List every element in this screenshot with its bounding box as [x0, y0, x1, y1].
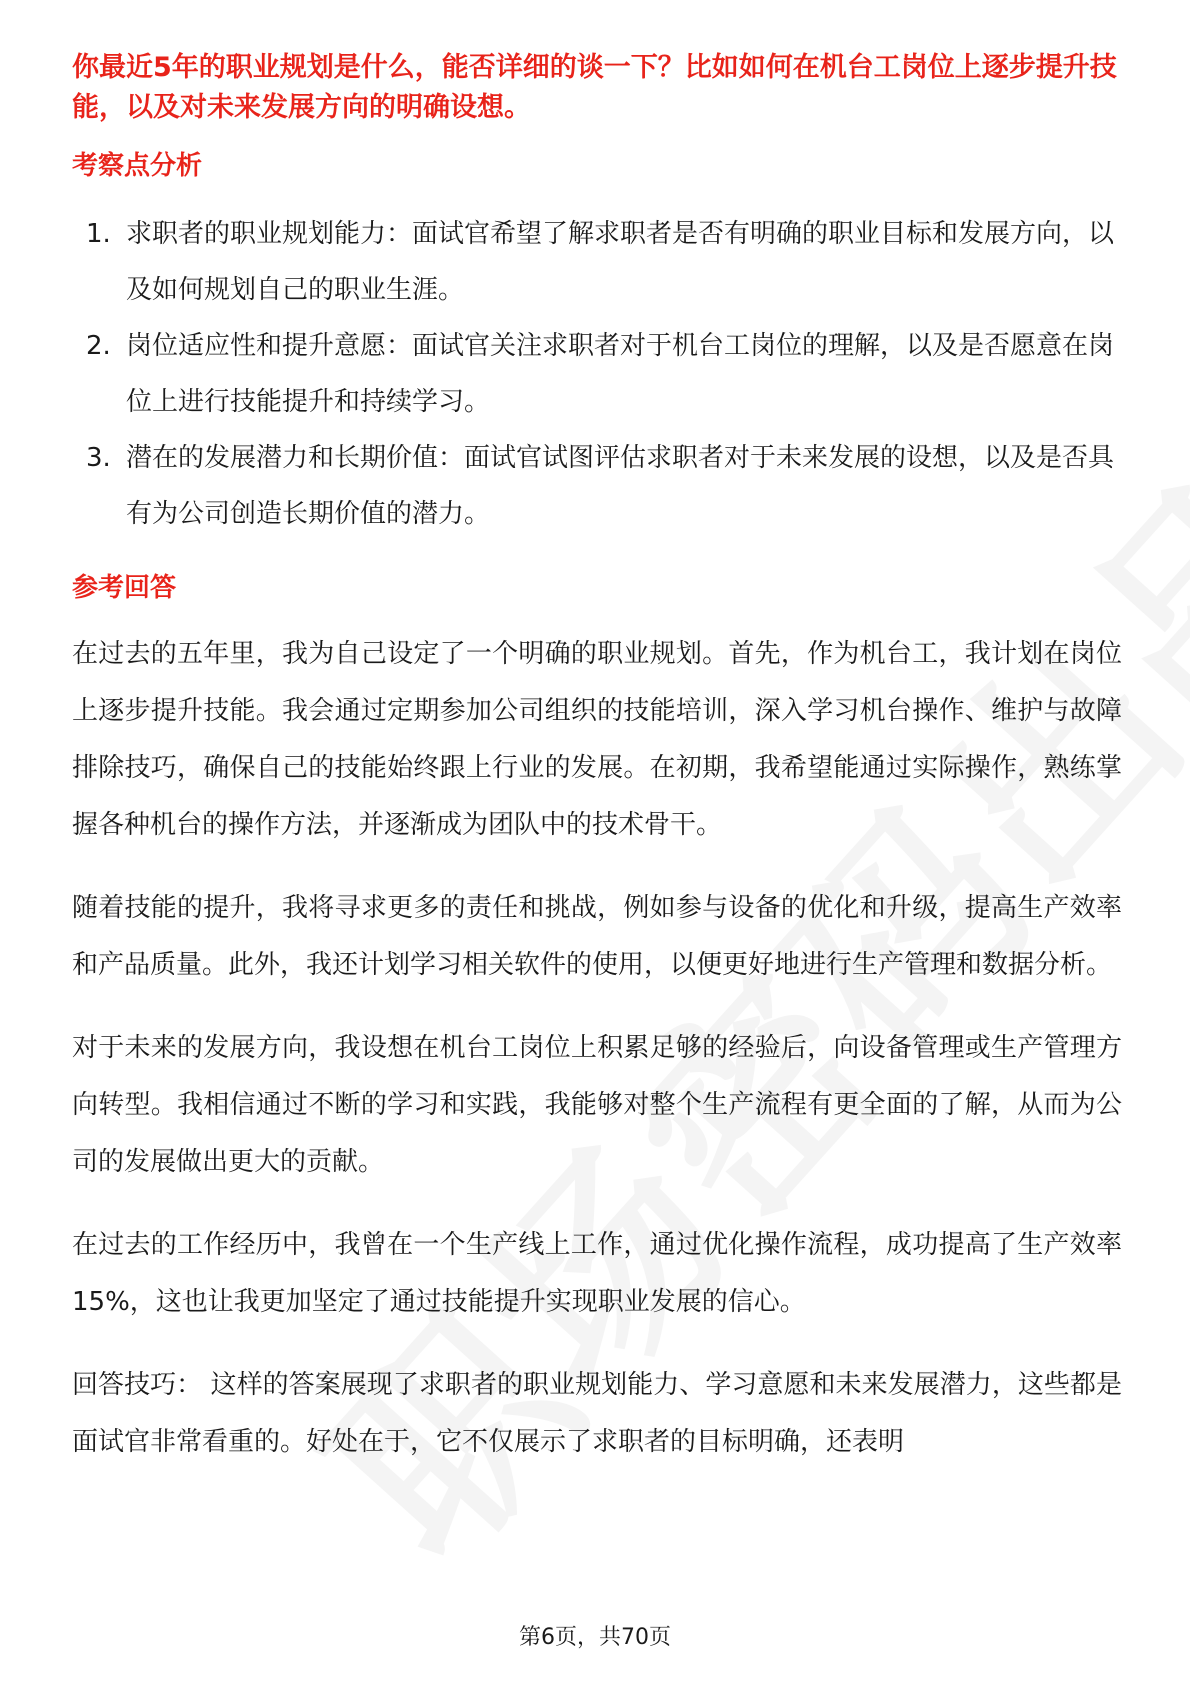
reference-paragraph: 随着技能的提升，我将寻求更多的责任和挑战，例如参与设备的优化和升级，提高生产效率和产品质量。此外，我还计划学习相关软件的使用，以便更好地进行生产管理和数据分析。	[72, 893, 1122, 980]
analysis-title: 考察点分析	[72, 151, 203, 181]
point-text: 潜在的发展潜力和长期价值：面试官试图评估求职者对于未来发展的设想，以及是否具有为公司创造长期价值的潜力。	[126, 443, 1115, 529]
analysis-list	[72, 206, 1122, 542]
point-number: 1.	[86, 219, 111, 249]
reference-paragraph: 在过去的五年里，我为自己设定了一个明确的职业规划。首先，作为机台工，我计划在岗位上逐步提升技能。我会通过定期参加公司组织的技能培训，深入学习机台操作、维护与故障排除技巧，确保自己的技能始终跟上行业的发展。在初期，我希望能通过实际操作，熟练掌握各种机台的操作方法，并逐渐成为团队中的技术骨干。	[72, 639, 1122, 840]
analysis-point	[72, 430, 1122, 542]
reference-paragraph: 对于未来的发展方向，我设想在机台工岗位上积累足够的经验后，向设备管理或生产管理方向转型。我相信通过不断的学习和实践，我能够对整个生产流程有更全面的了解，从而为公司的发展做出更大的贡献。	[72, 1033, 1122, 1177]
reference-paragraph: 在过去的工作经历中，我曾在一个生产线上工作，通过优化操作流程，成功提高了生产效率15%，这也让我更加坚定了通过技能提升实现职业发展的信心。	[72, 1230, 1122, 1317]
reference-paragraph: 回答技巧： 这样的答案展现了求职者的职业规划能力、学习意愿和未来发展潜力，这些都是面试官非常看重的。好处在于，它不仅展示了求职者的目标明确，还表明	[72, 1370, 1122, 1457]
page-footer: 第6页，共70页	[519, 1625, 671, 1650]
reference-title: 参考回答	[72, 573, 177, 603]
analysis-point	[72, 206, 1122, 318]
point-number: 2.	[86, 331, 111, 361]
point-number: 3.	[86, 443, 111, 473]
point-text: 岗位适应性和提升意愿：面试官关注求职者对于机台工岗位的理解，以及是否愿意在岗位上进行技能提升和持续学习。	[126, 331, 1115, 417]
question-heading: 你最近5年的职业规划是什么，能否详细的谈一下？比如如何在机台工岗位上逐步提升技能，以及对未来发展方向的明确设想。	[72, 52, 1117, 123]
point-text: 求职者的职业规划能力：面试官希望了解求职者是否有明确的职业目标和发展方向，以及如何规划自己的职业生涯。	[126, 219, 1115, 305]
analysis-point	[72, 318, 1122, 430]
content	[72, 48, 1122, 1497]
